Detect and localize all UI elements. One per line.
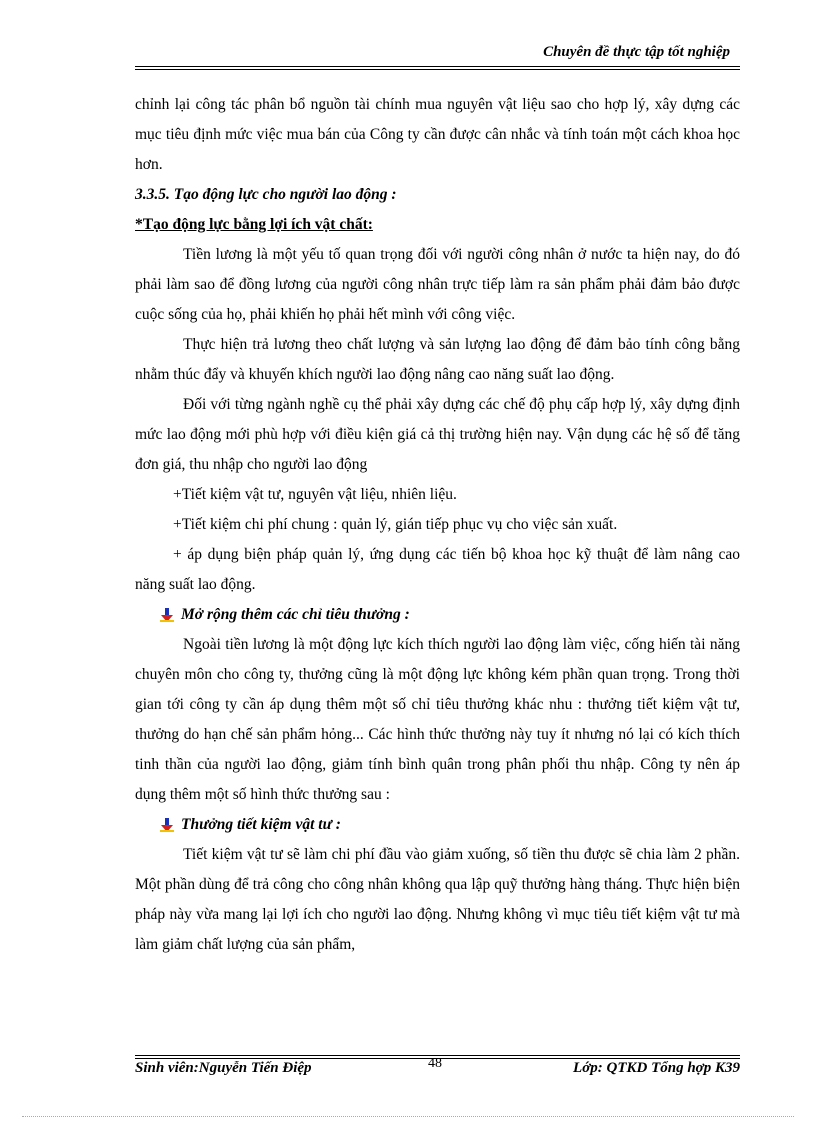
- document-body: [135, 90, 740, 960]
- paragraph-4: Đối với từng ngành nghề cụ thể phải xây dựng các chế độ phụ cấp hợp lý, xây dựng định mức lao động mới phù hợp với điều kiện giá cả thị trường hiện nay. Vận dụng các hệ số để tăng đơn giá, thu nhập cho người lao động: [135, 396, 740, 473]
- bullet-item-2: +Tiết kiệm chi phí chung : quản lý, gián tiếp phục vụ cho việc sản xuất.: [173, 516, 618, 533]
- page-number: 48: [428, 1056, 442, 1071]
- paragraph-6: Tiết kiệm vật tư sẽ làm chi phí đầu vào giảm xuống, số tiền thu được sẽ chia làm 2 phần. Một phần dùng để trả công cho công nhân không qua lập quỹ thưởng hàng tháng. Thực hiện biện pháp này vừa mang lại lợi ích cho người lao động. Nhưng không vì mục tiêu tiết kiệm vật tư mà làm giảm chất lượng của sản phẩm,: [135, 846, 740, 953]
- bullet-item-1: +Tiết kiệm vật tư, nguyên vật liệu, nhiên liệu.: [173, 486, 457, 503]
- arrow-bullet-icon: [159, 607, 175, 623]
- heading-bonus-criteria: [135, 600, 740, 630]
- page-bottom-divider: [22, 1116, 794, 1117]
- subheading-material-incentive: *Tạo động lực bằng lợi ích vật chất:: [135, 216, 373, 233]
- heading-material-saving-bonus: [135, 810, 740, 840]
- paragraph-1: chỉnh lại công tác phân bổ nguồn tài chính mua nguyên vật liệu sao cho hợp lý, xây dựng các mục tiêu định mức việc mua bán của Công ty cần được cân nhắc và tính toán một cách khoa học hơn.: [135, 96, 740, 173]
- arrow-bullet-icon: [159, 817, 175, 833]
- heading-bonus-criteria-label: Mở rộng thêm các chỉ tiêu thưởng :: [181, 606, 410, 623]
- paragraph-3: Thực hiện trả lương theo chất lượng và sản lượng lao động để đảm bảo tính công bằng nhằm thúc đẩy và khuyến khích người lao động nâng cao năng suất lao động.: [135, 336, 740, 383]
- header-rule: [135, 66, 740, 70]
- heading-material-saving-bonus-label: Thưởng tiết kiệm vật tư :: [181, 816, 341, 833]
- header-title: Chuyên đề thực tập tốt nghiệp: [543, 44, 730, 60]
- paragraph-2: Tiền lương là một yếu tố quan trọng đối với người công nhân ở nước ta hiện nay, do đó phải làm sao để đồng lương của người công nhân trực tiếp làm ra sản phẩm phải đảm bảo được cuộc sống của họ, phải khiến họ phải hết mình với công việc.: [135, 246, 740, 323]
- bullet-item-3: + áp dụng biện pháp quản lý, ứng dụng các tiến bộ khoa học kỹ thuật để làm nâng cao năng suất lao động.: [135, 546, 740, 593]
- footer-student-name: Sinh viên:Nguyễn Tiến Điệp: [135, 1060, 312, 1076]
- footer-class-label: Lớp: QTKD Tổng hợp K39: [573, 1060, 740, 1076]
- section-heading-335: 3.3.5. Tạo động lực cho người lao động :: [135, 186, 397, 203]
- paragraph-5: Ngoài tiền lương là một động lực kích thích người lao động làm việc, cống hiến tài năng chuyên môn cho công ty, thưởng cũng là một động lực không kém phần quan trọng. Trong thời gian tới công ty cần áp dụng thêm một số chỉ tiêu thưởng khác nhu : thưởng tiết kiệm vật tư, thưởng do hạn chế sản phẩm hỏng... Các hình thức thưởng này tuy ít nhưng nó lại có kích thích tinh thần của người lao động, giảm tính bình quân trong phân phối thu nhập. Công ty nên áp dụng thêm một số hình thức thưởng sau :: [135, 636, 740, 803]
